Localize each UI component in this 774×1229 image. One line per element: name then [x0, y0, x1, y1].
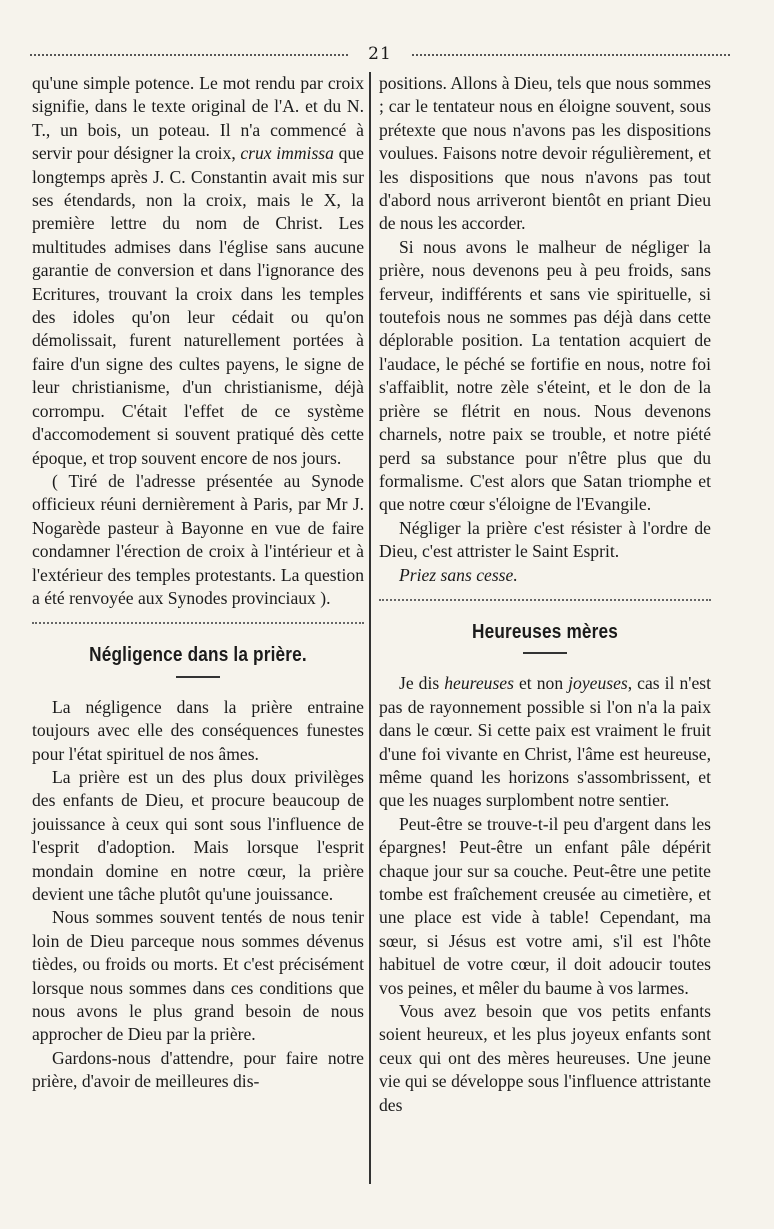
text-run: , cas il n'est pas de rayonnement possible si l'on n'a la paix dans le cœur. Si cette paix est vraiment le fruit d'une foi vivante en Christ, l'âme est heureuse, même quand les horizons s'assombrissent, et que les nuages surplombent notre sentier.	[379, 673, 711, 811]
page-number: 21	[368, 44, 392, 64]
source-note: ( Tiré de l'adresse présentée au Synode officieux réuni dernièrement à Paris, par Mr J. Nogarède pasteur à Bayonne en vue de faire condamner l'érection de croix à l'intérieur et à l'extérieur des temples protestants. La question a été renvoyée aux Synodes provinciaux ).	[32, 470, 364, 608]
paragraph: Si nous avons le malheur de négliger la prière, nous devenons peu à peu froids, sans ferveur, indifférents et sans vie spirituelle, si toutefois nous ne sommes pas déjà dans cette déplorable position. La tentation acquiert de l'audace, le péché se fortifie en nous, notre foi s'affaiblit, notre zèle s'éteint, et le don de la prière se flétrit en nous. Nous devenons charnels, notre paix se trouble, et notre piété perd sa substance pour n'être plus que du formalisme. C'est alors que Satan triomphe et que notre cœur s'éloigne de l'Evangile.	[379, 236, 711, 515]
paragraph: Vous avez besoin que vos petits enfants soient heureux, et les plus joyeux enfants sont ceux qui ont des mères heureuses. Une jeune vie qui se développe sous l'influence attristante des	[379, 1001, 711, 1115]
paragraph: La négligence dans la prière entraine toujours avec elle des conséquences funestes pour l'état spirituel de nos âmes.	[32, 696, 364, 764]
paragraph: positions. Allons à Dieu, tels que nous sommes ; car le tentateur nous en éloigne souvent, sous prétexte que nous n'avons pas les dispositions voulues. Faisons notre devoir régulièrement, et les dispositions que nous n'avons pas tout d'abord nous arriveront bientôt en priant Dieu de nous les accorder.	[379, 73, 711, 234]
intro-text: qu'une simple potence. Le mot rendu par croix signifie, dans le texte original de l'A. et du N. T., un bois, un poteau. Il n'a commencé à servir pour désigner la croix,	[32, 73, 364, 164]
column-divider	[369, 72, 371, 1184]
paragraph: Gardons-nous d'attendre, pour faire notre prière, d'avoir de meilleures dis-	[32, 1047, 364, 1092]
emphasis: heureuses	[444, 673, 514, 694]
article-title-negligence: Négligence dans la prière.	[89, 644, 307, 667]
page-header	[30, 44, 730, 68]
section-separator	[32, 622, 364, 624]
header-rule-left	[30, 54, 348, 56]
continued-paragraph	[32, 72, 364, 470]
header-rule-right	[412, 54, 730, 56]
emphasis: joyeuses	[568, 673, 628, 694]
title-underline	[523, 652, 567, 654]
article-title-meres: Heureuses mères	[471, 620, 619, 643]
paragraph: Négliger la prière c'est résister à l'ordre de Dieu, c'est attrister le Saint Esprit.	[379, 517, 711, 562]
text-run: Je dis	[399, 673, 445, 694]
paragraph: Nous sommes souvent tentés de nous tenir loin de Dieu parceque nous sommes dévenus tièdes, ou froids ou morts. Et c'est précisément lorsque nous sommes dans ces conditions que nous avons le plus grand besoin de nous approcher de Dieu par la prière.	[32, 907, 364, 1045]
paragraph: Peut-être se trouve-t-il peu d'argent dans les épargnes! Peut-être un enfant pâle dépérit chaque jour sur sa couche. Peut-être une petite tombe est fraîchement creusée au cimetière, et une place est vide à table! Cependant, ma sœur, si Jésus est votre ami, s'il est l'hôte habituel de votre cœur, il doit adoucir toutes vos peines, et mêler du baume à vos larmes.	[379, 813, 711, 998]
paragraph	[379, 672, 711, 812]
intro-tail: que longtemps après J. C. Constantin avait mis sur ses étendards, non la croix, mais le X, la première lettre du nom de Christ. Les multitudes admises dans l'église sans aucune garantie de conversion et dans l'ignorance des Ecritures, trouvant la croix dans les temples des idoles qu'on leur cédait ou qu'on démolissait, furent naturellement portées à faire d'un signe des cultes payens, le signe de leur christianisme, d'un christianisme, déjà corrompu. C'était l'effet de ce système d'accomodement si souvent pratiqué dès cette époque, et trop souvent encore de nos jours.	[32, 143, 364, 468]
latin-term: crux immissa	[240, 143, 334, 164]
section-separator	[379, 599, 711, 601]
text-run: et non	[513, 673, 569, 694]
left-column	[32, 72, 364, 1094]
closing-line: Priez sans cesse.	[399, 564, 518, 585]
right-column	[379, 72, 711, 1117]
paragraph: La prière est un des plus doux privilèges des enfants de Dieu, et procure beaucoup de jouissance à ceux qui sont sous l'influence de l'esprit d'adoption. Mais lorsque l'esprit mondain domine en notre cœur, la prière devient une tâche plutôt qu'une jouissance.	[32, 766, 364, 904]
title-underline	[176, 676, 220, 678]
